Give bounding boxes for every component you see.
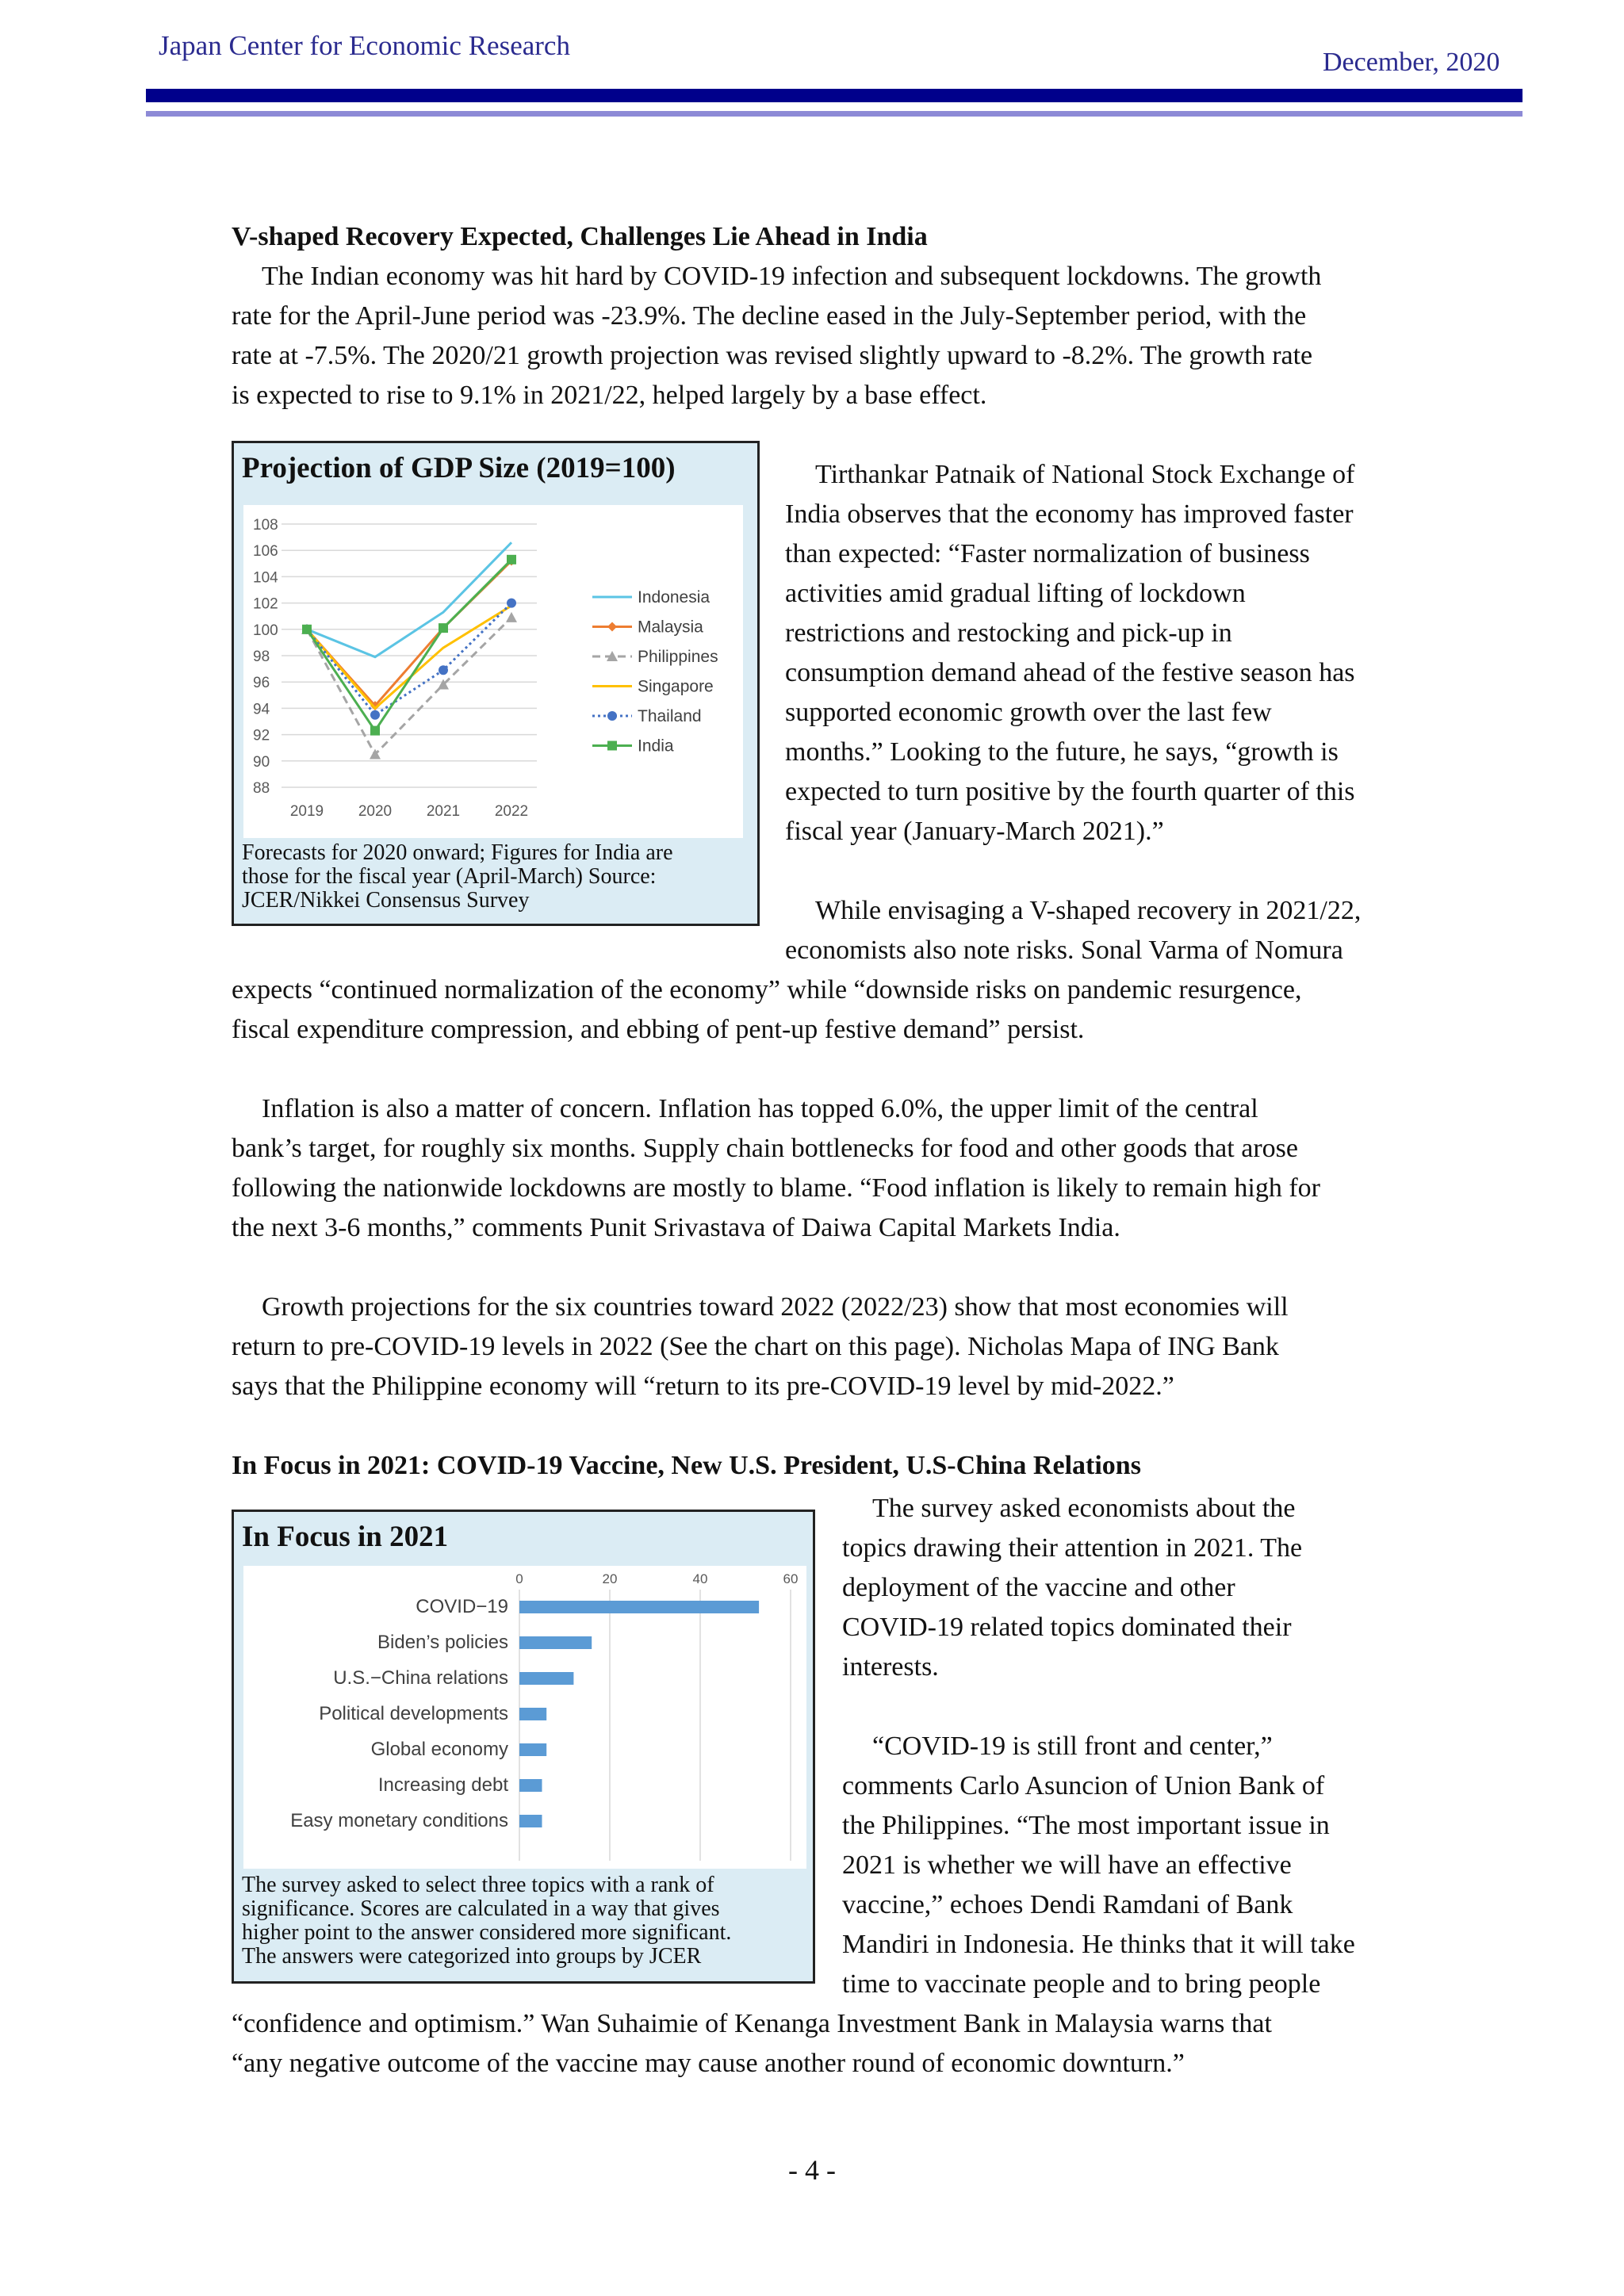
category-label: Increasing debt: [377, 1774, 508, 1796]
y-tick-label: 106: [253, 543, 278, 561]
text-line: fiscal expenditure compression, and ebbing of pent-up festive demand” persist.: [232, 1015, 1085, 1044]
y-tick-label: 92: [253, 727, 270, 744]
text-line: The Indian economy was hit hard by COVID-19 infection and subsequent lockdowns. The growth: [262, 262, 1322, 291]
gdp-line-chart: [243, 505, 743, 838]
header-rule-thin: [146, 111, 1522, 117]
bar: [519, 1708, 546, 1720]
bar: [519, 1672, 573, 1685]
y-tick-label: 88: [253, 780, 270, 797]
text-line: Growth projections for the six countries toward 2022 (2022/23) show that most economies will: [262, 1292, 1289, 1322]
x-tick-label: 60: [783, 1571, 799, 1586]
x-tick-label: 2021: [426, 803, 461, 820]
text-line: bank’s target, for roughly six months. Supply chain bottlenecks for food and other goods that arose: [232, 1134, 1298, 1163]
focus-chart-caption: [242, 1873, 731, 1969]
text-line: COVID-19 related topics dominated their: [842, 1613, 1292, 1642]
text-line: The survey asked economists about the: [872, 1494, 1296, 1523]
data-point: [439, 665, 448, 675]
text-line: following the nationwide lockdowns are mostly to blame. “Food inflation is likely to remain high for: [232, 1173, 1320, 1203]
text-line: Tirthankar Patnaik of National Stock Exchange of: [815, 460, 1355, 489]
y-tick-label: 90: [253, 753, 270, 771]
legend-label: India: [638, 737, 674, 756]
text-line: rate at -7.5%. The 2020/21 growth projection was revised slightly upward to -8.2%. The growth rate: [232, 341, 1313, 370]
y-tick-label: 108: [253, 517, 278, 534]
text-line: months.” Looking to the future, he says, “growth is: [785, 737, 1339, 767]
text-line: Inflation is also a matter of concern. Inflation has topped 6.0%, the upper limit of the central: [262, 1094, 1258, 1123]
legend-label: Malaysia: [638, 618, 703, 637]
x-tick-label: 20: [602, 1571, 618, 1586]
section1-paragraph-2: [785, 455, 1355, 851]
category-label: Biden’s policies: [377, 1632, 508, 1653]
text-line: topics drawing their attention in 2021. The: [842, 1533, 1303, 1563]
text-line: “COVID-19 is still front and center,”: [872, 1732, 1273, 1761]
text-line: Mandiri in Indonesia. He thinks that it will take: [842, 1930, 1355, 1959]
text-line: the next 3-6 months,” comments Punit Srivastava of Daiwa Capital Markets India.: [232, 1213, 1120, 1242]
data-point: [439, 623, 448, 633]
data-point: [607, 622, 617, 632]
text-line: fiscal year (January-March 2021).”: [785, 817, 1164, 846]
gdp-chart-title: Projection of GDP Size (2019=100): [242, 452, 676, 484]
text-line: interests.: [842, 1652, 939, 1682]
y-tick-label: 94: [253, 701, 270, 718]
focus-chart-title: In Focus in 2021: [242, 1521, 449, 1553]
bar: [519, 1815, 542, 1827]
bar: [519, 1601, 759, 1613]
category-label: Political developments: [319, 1703, 508, 1724]
text-line: consumption demand ahead of the festive season has: [785, 658, 1355, 687]
text-line: expects “continued normalization of the economy” while “downside risks on pandemic resurgence,: [232, 975, 1302, 1004]
data-point: [506, 612, 517, 622]
text-line: restrictions and restocking and pick-up in: [785, 618, 1232, 648]
text-line: vaccine,” echoes Dendi Ramdani of Bank: [842, 1890, 1293, 1919]
category-label: Global economy: [370, 1739, 508, 1760]
text-line: While envisaging a V-shaped recovery in 2021/22,: [815, 896, 1362, 925]
text-line: economists also note risks. Sonal Varma of Nomura: [785, 936, 1343, 965]
category-label: U.S.−China relations: [333, 1667, 508, 1689]
text-line: comments Carlo Asuncion of Union Bank of: [842, 1771, 1325, 1800]
text-line: time to vaccinate people and to bring people: [842, 1969, 1321, 1999]
x-tick-label: 2022: [494, 803, 529, 820]
page-number: - 4 -: [788, 2154, 836, 2186]
legend-label: Philippines: [638, 648, 718, 666]
section2-paragraph-2b: [232, 2004, 1272, 2084]
y-tick-label: 98: [253, 649, 270, 665]
bar: [519, 1779, 542, 1792]
series-line: [307, 603, 511, 715]
data-point: [302, 625, 312, 634]
focus-bar-chart: [243, 1566, 806, 1869]
caption-line: JCER/Nikkei Consensus Survey: [242, 888, 530, 913]
text-line: “confidence and optimism.” Wan Suhaimie of Kenanga Investment Bank in Malaysia warns that: [232, 2009, 1272, 2038]
text-line: expected to turn positive by the fourth quarter of this: [785, 777, 1355, 806]
text-line: the Philippines. “The most important issue in: [842, 1811, 1330, 1840]
focus-chart-area: [243, 1566, 806, 1869]
category-label: Easy monetary conditions: [290, 1810, 508, 1831]
x-tick-label: 2019: [289, 803, 324, 820]
legend-label: Thailand: [638, 707, 702, 725]
legend-label: Singapore: [638, 677, 714, 696]
bar: [519, 1636, 592, 1649]
section1-paragraph-4: [232, 1089, 1320, 1248]
text-line: than expected: “Faster normalization of business: [785, 539, 1310, 568]
caption-line: The answers were categorized into groups by JCER: [242, 1944, 702, 1969]
caption-line: significance. Scores are calculated in a way that gives: [242, 1896, 720, 1921]
header-rule-thick: [146, 89, 1522, 102]
text-line: is expected to rise to 9.1% in 2021/22, helped largely by a base effect.: [232, 381, 987, 410]
series-line: [307, 618, 511, 755]
section1-paragraph-3a: [785, 891, 1361, 970]
y-tick-label: 96: [253, 675, 270, 692]
x-tick-label: 40: [692, 1571, 708, 1586]
section2-heading: In Focus in 2021: COVID-19 Vaccine, New U.S. President, U.S-China Relations: [232, 1451, 1141, 1480]
data-point: [370, 710, 380, 720]
section2-paragraph-2a: [842, 1727, 1355, 2004]
text-line: 2021 is whether we will have an effective: [842, 1850, 1292, 1880]
data-point: [607, 741, 617, 751]
y-tick-label: 100: [253, 622, 278, 639]
x-tick-label: 0: [515, 1571, 523, 1586]
text-line: return to pre-COVID-19 levels in 2022 (See the chart on this page). Nicholas Mapa of ING Bank: [232, 1332, 1279, 1361]
text-line: deployment of the vaccine and other: [842, 1573, 1235, 1602]
data-point: [507, 555, 516, 564]
focus-chart-box: [232, 1510, 815, 1984]
text-line: “any negative outcome of the vaccine may cause another round of economic downturn.”: [232, 2049, 1185, 2078]
x-tick-label: 2020: [358, 803, 393, 820]
legend-label: Indonesia: [638, 588, 710, 607]
data-point: [507, 599, 516, 608]
caption-line: higher point to the answer considered more significant.: [242, 1920, 732, 1945]
text-line: activities amid gradual lifting of lockdown: [785, 579, 1246, 608]
caption-line: Forecasts for 2020 onward; Figures for India are: [242, 840, 673, 865]
section2-paragraph-1: [842, 1489, 1302, 1687]
text-line: India observes that the economy has improved faster: [785, 499, 1354, 529]
data-point: [607, 711, 617, 721]
caption-line: The survey asked to select three topics with a rank of: [242, 1873, 714, 1897]
series-line: [307, 560, 511, 731]
y-tick-label: 104: [253, 569, 278, 587]
section1-paragraph-5: [232, 1288, 1289, 1406]
gdp-chart-area: [243, 505, 743, 838]
section1-paragraph-3b: [232, 970, 1302, 1050]
caption-line: those for the fiscal year (April-March) Source:: [242, 864, 657, 889]
text-line: supported economic growth over the last few: [785, 698, 1272, 727]
gdp-chart-caption: [242, 841, 673, 913]
header-date: December, 2020: [1323, 48, 1500, 77]
category-label: COVID−19: [416, 1596, 508, 1617]
gdp-chart-box: [232, 441, 760, 926]
series-line: [307, 542, 511, 656]
section1-heading: V-shaped Recovery Expected, Challenges Lie Ahead in India: [232, 222, 928, 251]
y-tick-label: 102: [253, 595, 278, 613]
data-point: [370, 726, 380, 736]
data-point: [370, 749, 381, 760]
header-org: Japan Center for Economic Research: [159, 30, 570, 61]
text-line: rate for the April-June period was -23.9%. The decline eased in the July-September period, with the: [232, 301, 1307, 331]
section1-paragraph-1: [232, 257, 1321, 415]
bar: [519, 1743, 546, 1756]
text-line: says that the Philippine economy will “return to its pre-COVID-19 level by mid-2022.”: [232, 1372, 1174, 1401]
